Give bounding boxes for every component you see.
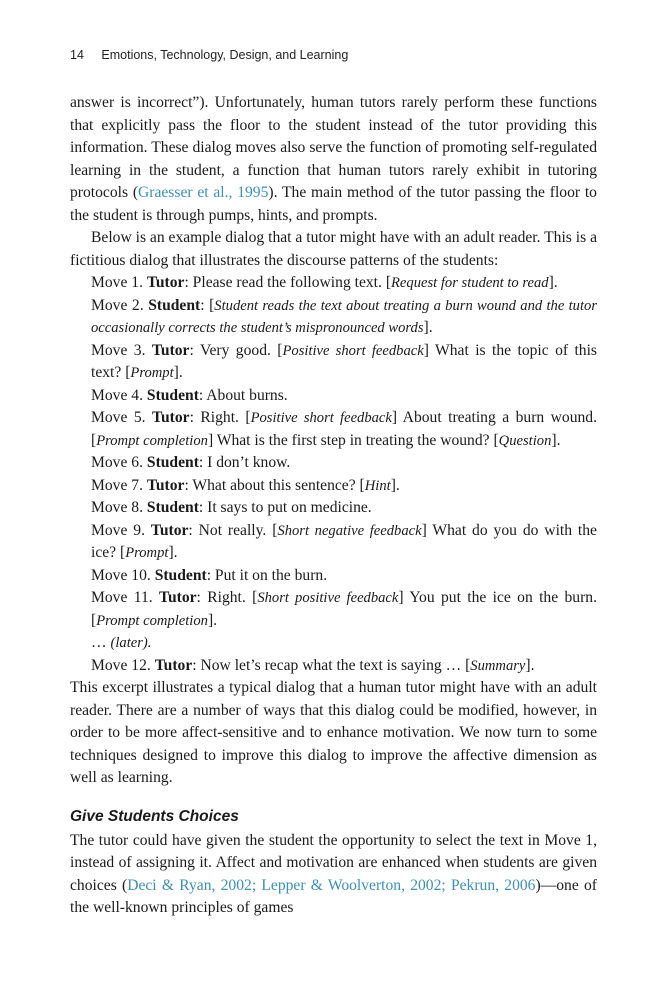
move-text: : Very good. [	[189, 341, 283, 359]
move-label: Move 10.	[91, 566, 151, 584]
move-label: Move 12.	[91, 656, 151, 674]
move-text: : Now let’s recap what the text is saying … [	[192, 656, 471, 674]
move-text: ] About treating a burn wound. [	[91, 409, 597, 449]
dialog-move	[70, 475, 597, 498]
move-text: ].	[525, 656, 535, 674]
running-title: Emotions, Technology, Design, and Learning	[101, 48, 349, 62]
paragraph-3: This excerpt illustrates a typical dialog that a human tutor might have with an adult reader. There are a number of ways that this dialog could be modified, however, in order to be more affect-sensitive and to enhance motivation. We now turn to some techniques designed to improve this dialog to improve the affective dimension as well as learning.	[70, 679, 597, 786]
move-annotation: Prompt completion	[96, 612, 208, 629]
move-text: ] What do you do with the ice? [	[91, 521, 597, 561]
paragraph-text: answer is incorrect”). Unfortunately, human tutors rarely perform these functions that explicitly pass the floor to the student instead of the tutor providing this information. These dialog moves also serve the function of promoting self-regulated learning in the student, a function that human tutors rarely exhibit in tutoring protocols (	[70, 94, 597, 201]
citation-link[interactable]: Deci & Ryan, 2002; Lepper & Woolverton, 2002; Pekrun, 2006	[127, 876, 536, 894]
move-text: : What about this sentence? [	[184, 476, 365, 494]
move-annotation: Summary	[470, 657, 526, 674]
move-speaker: Student	[148, 296, 201, 314]
move-speaker: Tutor	[154, 656, 193, 674]
dialog-moves	[70, 272, 597, 632]
paragraph-text: )—one of the well-known principles of games	[70, 876, 597, 916]
paragraph-1	[70, 92, 597, 227]
paragraph-text: The tutor could have given the student the opportunity to select the text in Move 1, instead of assigning it. Affect and motivation are enhanced when students are given choices (	[70, 831, 597, 894]
dialog-move	[70, 295, 597, 340]
move-speaker: Student	[146, 499, 199, 516]
move-annotation: Hint	[364, 477, 391, 494]
move-text: ] What is the first step in treating the wound? [	[207, 431, 499, 449]
move-text: : [	[200, 296, 215, 314]
ellipsis-dots: …	[91, 634, 107, 651]
dialog-move	[70, 340, 597, 385]
move-speaker: Tutor	[151, 341, 190, 359]
move-label: Move 1.	[91, 274, 143, 291]
running-header	[70, 48, 596, 68]
citation-link[interactable]: Graesser et al., 1995	[138, 184, 269, 201]
move-label: Move 6.	[91, 454, 143, 471]
dialog-move-12	[70, 655, 597, 678]
move-annotation: Prompt	[130, 365, 174, 381]
move-annotation: Student reads the text about treating a burn wound and the tutor occasionally corrects the student’s mispronounced words	[91, 297, 597, 336]
move-speaker: Tutor	[146, 274, 185, 291]
move-text: : Right. [	[196, 589, 258, 606]
page-number: 14	[70, 48, 84, 62]
dialog-move	[70, 520, 597, 565]
move-label: Move 9.	[91, 521, 145, 539]
move-annotation: Prompt completion	[96, 432, 208, 449]
body-text	[70, 92, 597, 920]
dialog-move	[70, 587, 597, 632]
move-text: ] You put the ice on the burn. [	[91, 589, 597, 629]
move-label: Move 2.	[91, 296, 144, 314]
ellipsis-line	[70, 632, 597, 655]
move-text: : It says to put on medicine.	[198, 499, 372, 516]
dialog-move	[70, 407, 597, 452]
move-annotation: Short positive feedback	[257, 590, 399, 606]
move-text: : I don’t know.	[198, 454, 291, 471]
move-text: : Put it on the burn.	[206, 566, 328, 584]
move-text: ].	[390, 476, 400, 494]
move-text: ].	[551, 431, 561, 449]
dialog-move	[70, 497, 597, 520]
move-label: Move 5.	[91, 409, 146, 426]
paragraph-4	[70, 830, 597, 920]
dialog-move	[70, 452, 597, 475]
move-text: ].	[168, 544, 178, 561]
move-speaker: Tutor	[152, 409, 190, 426]
move-label: Move 11.	[91, 589, 153, 606]
paragraph-2: Below is an example dialog that a tutor might have with an adult reader. This is a fictitious dialog that illustrates the discourse patterns of the students:	[70, 229, 597, 269]
move-speaker: Tutor	[150, 521, 189, 539]
move-text: ].	[207, 611, 218, 629]
move-speaker: Tutor	[158, 589, 197, 606]
move-text: ].	[173, 364, 183, 381]
move-label: Move 3.	[91, 341, 146, 359]
move-text: ].	[548, 274, 558, 291]
move-annotation: Positive short feedback	[250, 410, 392, 426]
move-speaker: Student	[154, 566, 207, 584]
move-text: : About burns.	[198, 386, 288, 404]
move-speaker: Student	[146, 386, 199, 404]
move-annotation: Request for student to read	[391, 275, 549, 291]
move-label: Move 7.	[91, 476, 143, 494]
move-text: : Not really. [	[188, 521, 278, 539]
move-label: Move 8.	[91, 499, 143, 516]
move-text: : Please read the following text. [	[184, 274, 392, 291]
move-annotation: Short negative feedback	[277, 522, 422, 539]
move-annotation: Positive short feedback	[282, 342, 424, 359]
ellipsis-later: (later).	[110, 635, 152, 651]
move-text: : Right. [	[189, 409, 251, 426]
dialog-move	[70, 385, 597, 408]
move-annotation: Prompt	[125, 545, 169, 561]
move-text: ].	[423, 319, 433, 336]
move-speaker: Tutor	[146, 476, 185, 494]
paragraph-text: ). The main method of the tutor passing the floor to the student is through pumps, hints, and prompts.	[70, 184, 597, 224]
move-annotation: Question	[498, 432, 552, 449]
move-text: ] What is the topic of this text? [	[91, 341, 598, 381]
dialog-move	[70, 272, 597, 295]
move-speaker: Student	[146, 454, 199, 471]
section-heading: Give Students Choices	[70, 807, 239, 825]
dialog-move	[70, 565, 597, 588]
move-label: Move 4.	[91, 386, 143, 404]
